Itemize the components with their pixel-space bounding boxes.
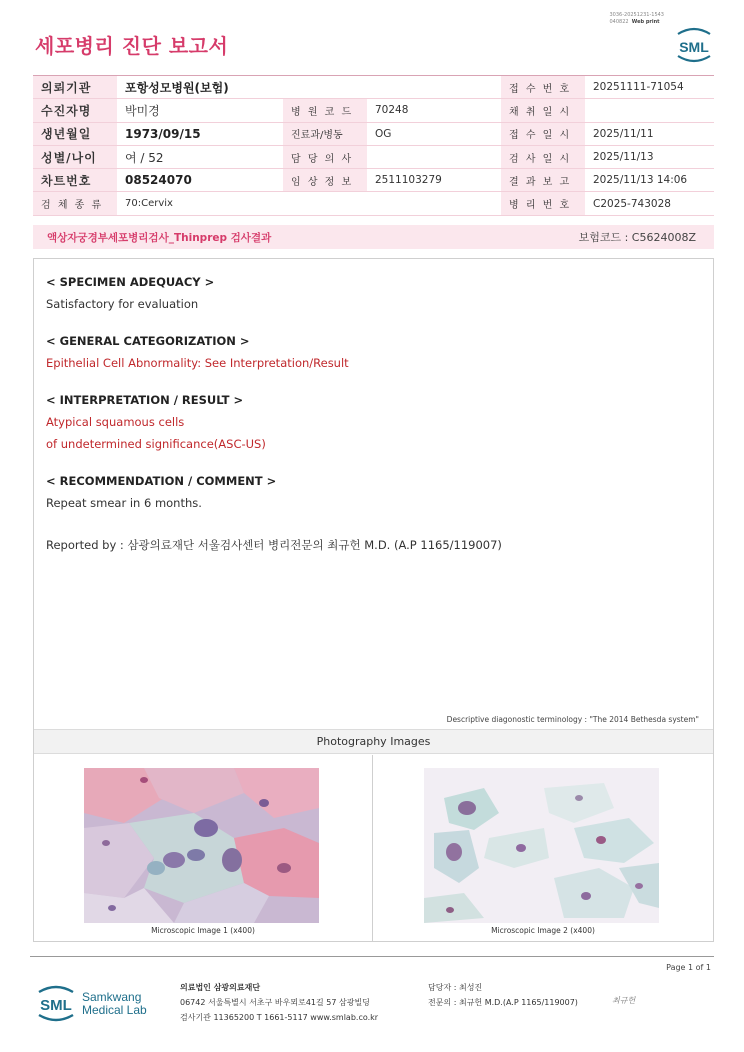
samkwang-logo [36,980,161,1026]
page-title: 세포병리 진단 보고서 [35,34,229,58]
document-id: 3036-20251231-1543 [609,12,664,18]
result-panel [33,258,714,942]
label-specimen-type: 검 체 종 류 [33,192,117,215]
value-sex-age: 여 / 52 [117,145,283,168]
terminology-note: Descriptive diagonostic terminology : "The 2014 Bethesda system" [446,715,699,724]
svg-text:Medical Lab: Medical Lab [82,1003,147,1017]
interpretation-heading: < INTERPRETATION / RESULT > [46,393,244,407]
specimen-adequacy: Satisfactory for evaluation [46,297,199,311]
value-chart-no: 08524070 [117,169,283,192]
result-content [46,271,696,556]
signature: 최규헌 [612,996,636,1005]
info-row [33,192,714,215]
value-result-report: 2025/11/13 14:06 [585,169,714,192]
org-contact: 검사기관 11365200 T 1661-5117 www.smlab.co.kr [180,1013,379,1022]
reported-by: Reported by : 삼광의료재단 서울검사센터 병리전문의 최규헌 M.D. (A.P 1165/119007) [46,538,502,552]
org-address: 06742 서울특별시 서초구 바우뫼로41길 57 삼광빌딩 [180,998,370,1007]
recommendation-heading: < RECOMMENDATION / COMMENT > [46,474,277,488]
photo-cell-1 [34,755,373,942]
label-birth-date: 생년월일 [33,122,117,145]
value-doctor [367,145,501,168]
specialist-line: 전문의 : 최규헌 M.D.(A.P 1165/119007) [428,998,578,1007]
value-receipt-no: 20251111-71054 [585,76,714,99]
value-specimen-type: 70:Cervix [117,192,283,215]
sml-logo [674,26,714,64]
value-collection-date [585,99,714,122]
label-pathology-no: 병 리 번 호 [501,192,585,215]
interpretation-line-1: Atypical squamous cells [46,415,185,429]
org-name: 의료법인 삼광의료재단 [180,983,261,992]
label-test-date: 검 사 일 시 [501,145,585,168]
svg-text:SML: SML [40,997,72,1014]
label-result-report: 결 과 보 고 [501,169,585,192]
label-doctor: 담 당 의 사 [283,145,367,168]
document-code [609,12,664,26]
value-test-date: 2025/11/13 [585,145,714,168]
test-name: 액상자궁경부세포병리검사_Thinprep 검사결과 [47,231,272,244]
label-patient-name: 수진자명 [33,99,117,122]
image-caption-1: Microscopic Image 1 (x400) [151,926,255,935]
footer-divider [30,956,714,957]
label-receipt-date: 접 수 일 시 [501,122,585,145]
label-collection-date: 채 취 일 시 [501,99,585,122]
label-department: 진료과/병동 [283,122,367,145]
info-row [33,145,714,168]
value-patient-name: 박미경 [117,99,283,122]
microscopic-image-1[interactable] [84,768,319,923]
print-info: 040822 Web print [609,19,660,25]
photography-section-title: Photography Images [34,729,713,754]
test-name-bar [33,225,714,249]
image-caption-2: Microscopic Image 2 (x400) [491,926,595,935]
patient-info-table [33,75,714,216]
label-clinical-info: 임 상 정 보 [283,169,367,192]
label-sex-age: 성별/나이 [33,145,117,168]
svg-text:SML: SML [679,39,709,55]
interpretation-line-2: of undetermined significance(ASC-US) [46,437,266,451]
specimen-adequacy-heading: < SPECIMEN ADEQUACY > [46,275,215,289]
value-pathology-no: C2025-743028 [585,192,714,215]
insurance-code: 보험코드 : C5624008Z [578,231,696,244]
microscopic-image-2[interactable] [424,768,659,923]
footer-staff [428,980,578,1010]
value-hospital-code: 70248 [367,99,501,122]
svg-text:Samkwang: Samkwang [82,990,142,1004]
value-department: OG [367,122,501,145]
general-categorization: Epithelial Cell Abnormality: See Interpretation/Result [46,356,349,370]
label-hospital-code: 병 원 코 드 [283,99,367,122]
staff-line: 담당자 : 최성진 [428,983,483,992]
label-requesting-org: 의뢰기관 [33,76,117,99]
recommendation: Repeat smear in 6 months. [46,496,202,510]
value-receipt-date: 2025/11/11 [585,122,714,145]
photo-cell-2 [373,755,713,942]
value-clinical-info: 2511103279 [367,169,501,192]
info-row [33,169,714,192]
value-birth-date: 1973/09/15 [117,122,283,145]
page-number: Page 1 of 1 [666,963,711,972]
info-row [33,122,714,145]
label-receipt-no: 접 수 번 호 [501,76,585,99]
footer-organization [180,980,378,1025]
general-categorization-heading: < GENERAL CATEGORIZATION > [46,334,250,348]
info-row [33,99,714,122]
info-row [33,76,714,99]
label-chart-no: 차트번호 [33,169,117,192]
value-requesting-org: 포항성모병원(보험) [117,76,283,99]
